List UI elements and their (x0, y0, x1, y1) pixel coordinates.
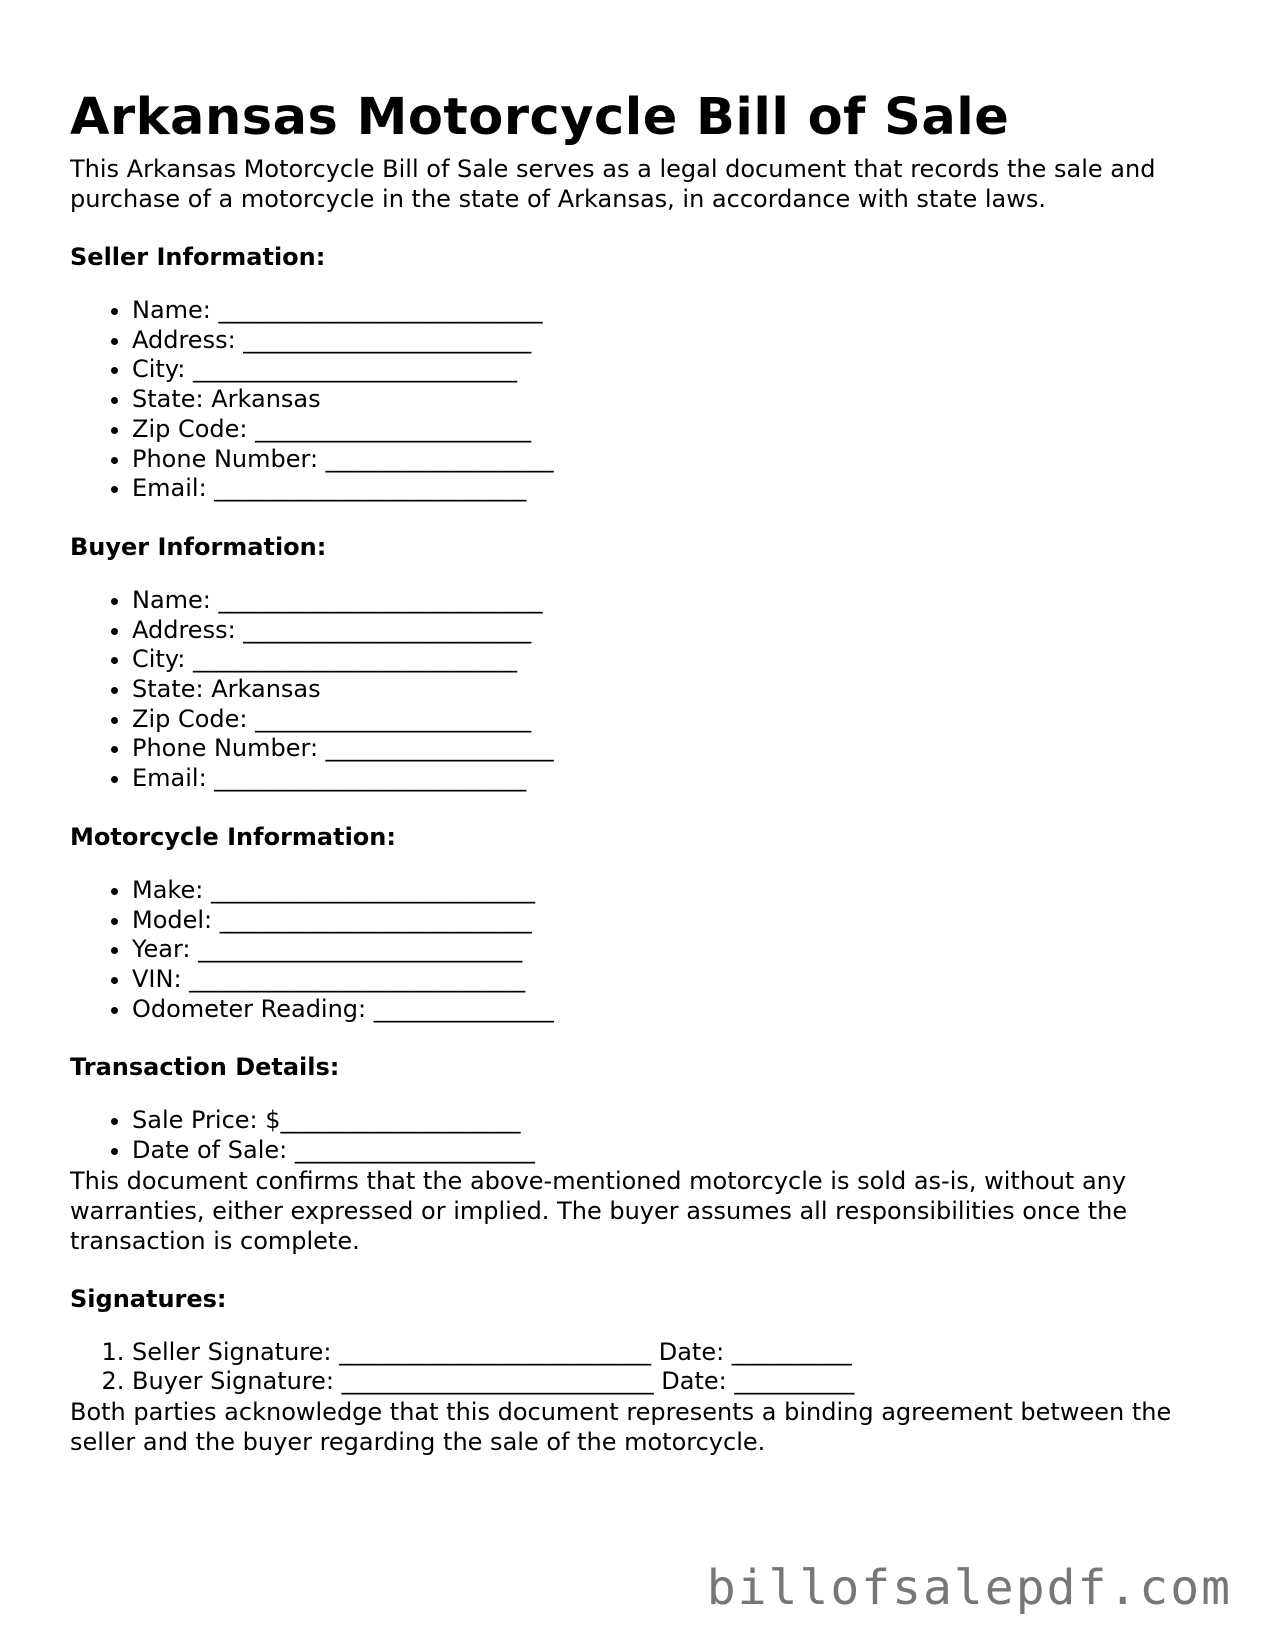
seller-zip-field: • Zip Code: _______________________ (132, 415, 1220, 445)
buyer-heading: Buyer Information: (70, 532, 327, 561)
buyer-state-field: • State: Arkansas (132, 675, 1220, 705)
seller-phone-field: • Phone Number: ___________________ (132, 445, 1220, 475)
seller-list (70, 296, 1220, 504)
page-title: Arkansas Motorcycle Bill of Sale (70, 88, 1010, 147)
sale-date-field: • Date of Sale: ____________________ (132, 1136, 1220, 1166)
document-page (70, 82, 1220, 1457)
buyer-signature-line: 2. Buyer Signature: __________________________ Date: __________ (132, 1367, 1220, 1397)
motorcycle-make-field: • Make: ___________________________ (132, 876, 1220, 906)
seller-address-field: • Address: ________________________ (132, 326, 1220, 356)
intro-paragraph: This Arkansas Motorcycle Bill of Sale serves as a legal document that records the sale and purchase of a motorcycle in the state of Arkansas, in accordance with state laws. (70, 155, 1156, 213)
transaction-list (70, 1106, 1220, 1165)
disclaimer-paragraph: This document confirms that the above-mentioned motorcycle is sold as-is, without any warranties, either expressed or implied. The buyer assumes all responsibilities once the transaction is complete. (70, 1166, 1128, 1255)
signatures-heading: Signatures: (70, 1284, 227, 1313)
closing-paragraph: Both parties acknowledge that this document represents a binding agreement between the seller and the buyer regarding the sale of the motorcycle. (70, 1398, 1172, 1457)
seller-heading: Seller Information: (70, 243, 326, 271)
motorcycle-year-field: • Year: ___________________________ (132, 935, 1220, 965)
sale-price-field: • Sale Price: $____________________ (132, 1106, 1220, 1136)
buyer-email-field: • Email: __________________________ (132, 764, 1220, 794)
buyer-list (70, 586, 1220, 794)
buyer-city-field: • City: ___________________________ (132, 645, 1220, 675)
buyer-phone-field: • Phone Number: ___________________ (132, 734, 1220, 764)
transaction-heading: Transaction Details: (70, 1053, 340, 1082)
motorcycle-model-field: • Model: __________________________ (132, 906, 1220, 936)
buyer-address-field: • Address: ________________________ (132, 616, 1220, 646)
buyer-zip-field: • Zip Code: _______________________ (132, 705, 1220, 735)
motorcycle-odometer-field: • Odometer Reading: _______________ (132, 995, 1220, 1025)
seller-state-field: • State: Arkansas (132, 385, 1220, 415)
watermark-text: billofsalepdf.com (706, 1560, 1232, 1616)
seller-email-field: • Email: __________________________ (132, 474, 1220, 504)
seller-name-field: • Name: ___________________________ (132, 296, 1220, 326)
seller-signature-line: 1. Seller Signature: __________________________ Date: __________ (132, 1338, 1220, 1368)
motorcycle-list (70, 876, 1220, 1025)
motorcycle-vin-field: • VIN: ____________________________ (132, 965, 1220, 995)
seller-city-field: • City: ___________________________ (132, 355, 1220, 385)
signatures-list (70, 1338, 1220, 1397)
motorcycle-heading: Motorcycle Information: (70, 822, 396, 851)
buyer-name-field: • Name: ___________________________ (132, 586, 1220, 616)
